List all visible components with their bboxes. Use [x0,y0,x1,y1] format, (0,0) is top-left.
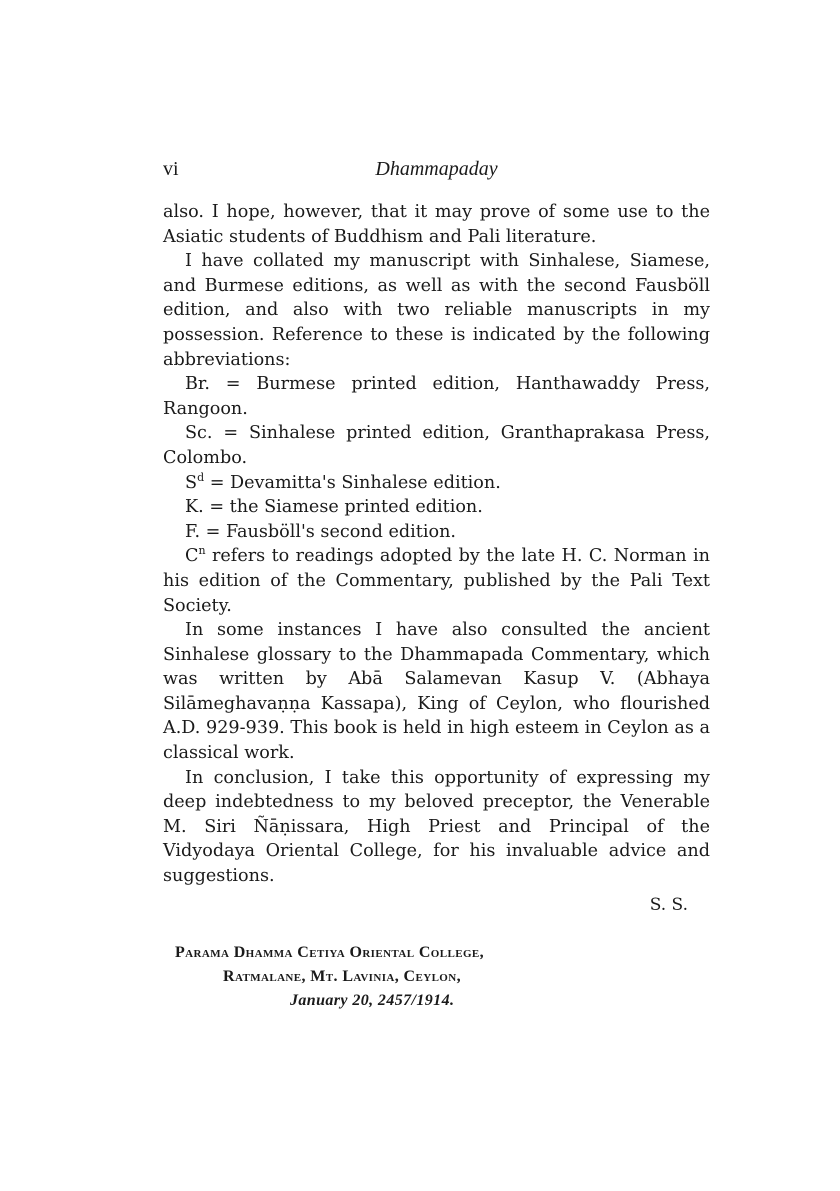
abbr-cn-text: refers to readings adopted by the late H. C. Norman in his edition of the Commentary, published by the Pali Text Society. [163,546,710,616]
abbr-cn-letter: C [185,546,199,567]
running-head [163,158,710,188]
abbr-sd-text: = Devamitta's Sinhalese edition. [204,472,501,493]
abbreviation-norman [163,544,710,618]
running-title: Dhammapaday [375,158,498,180]
paragraph-collation: I have collated my manuscript with Sinhalese, Siamese, and Burmese editions, as well as with the second Fausböll edition, and also with two reliable manuscripts in my possession. Reference to these is indicated by the following abbreviations: [163,251,710,370]
address-block [163,941,710,1013]
abbreviation-devamitta [163,471,710,496]
abbr-cn-superscript: n [198,544,206,558]
paragraph-glossary: In some instances I have also consulted the ancient Sinhalese glossary to the Dhammapada Commentary, which was written by Abā Salamevan Kasup V. (Abhaya Silāmeghavaṇṇa Kassapa), King of Ceylon, who flourished A.D. 929-939. This book is held in high esteem in Ceylon as a classical work. [163,620,710,764]
abbreviation-burmese: Br. = Burmese printed edition, Hanthawaddy Press, Rangoon. [163,374,710,419]
abbreviation-sinhalese: Sc. = Sinhalese printed edition, Granthaprakasa Press, Colombo. [163,423,710,468]
paragraph-conclusion: In conclusion, I take this opportunity of expressing my deep indebtedness to my beloved preceptor, the Venerable M. Siri Ñāṇissara, High Priest and Principal of the Vidyodaya Oriental College, for his invaluable advice and suggestions. [163,767,710,887]
abbr-sd-letter: S [185,472,198,493]
abbr-sd-superscript: d [197,470,205,484]
address-location: Ratmalane, Mt. Lavinia, Ceylon, [223,967,462,985]
address-college: Parama Dhamma Cetiya Oriental College, [175,943,485,961]
body-text [163,200,710,889]
abbreviation-siamese: K. = the Siamese printed edition. [185,497,483,518]
abbreviation-fausboll: F. = Fausböll's second edition. [185,521,457,542]
paragraph-continuation: also. I hope, however, that it may prove of some use to the Asiatic students of Buddhism and Pali literature. [163,202,710,247]
page-number: vi [163,158,179,180]
signature: S. S. [649,894,688,915]
address-date: January 20, 2457/1914. [290,991,455,1009]
page [163,158,710,1013]
